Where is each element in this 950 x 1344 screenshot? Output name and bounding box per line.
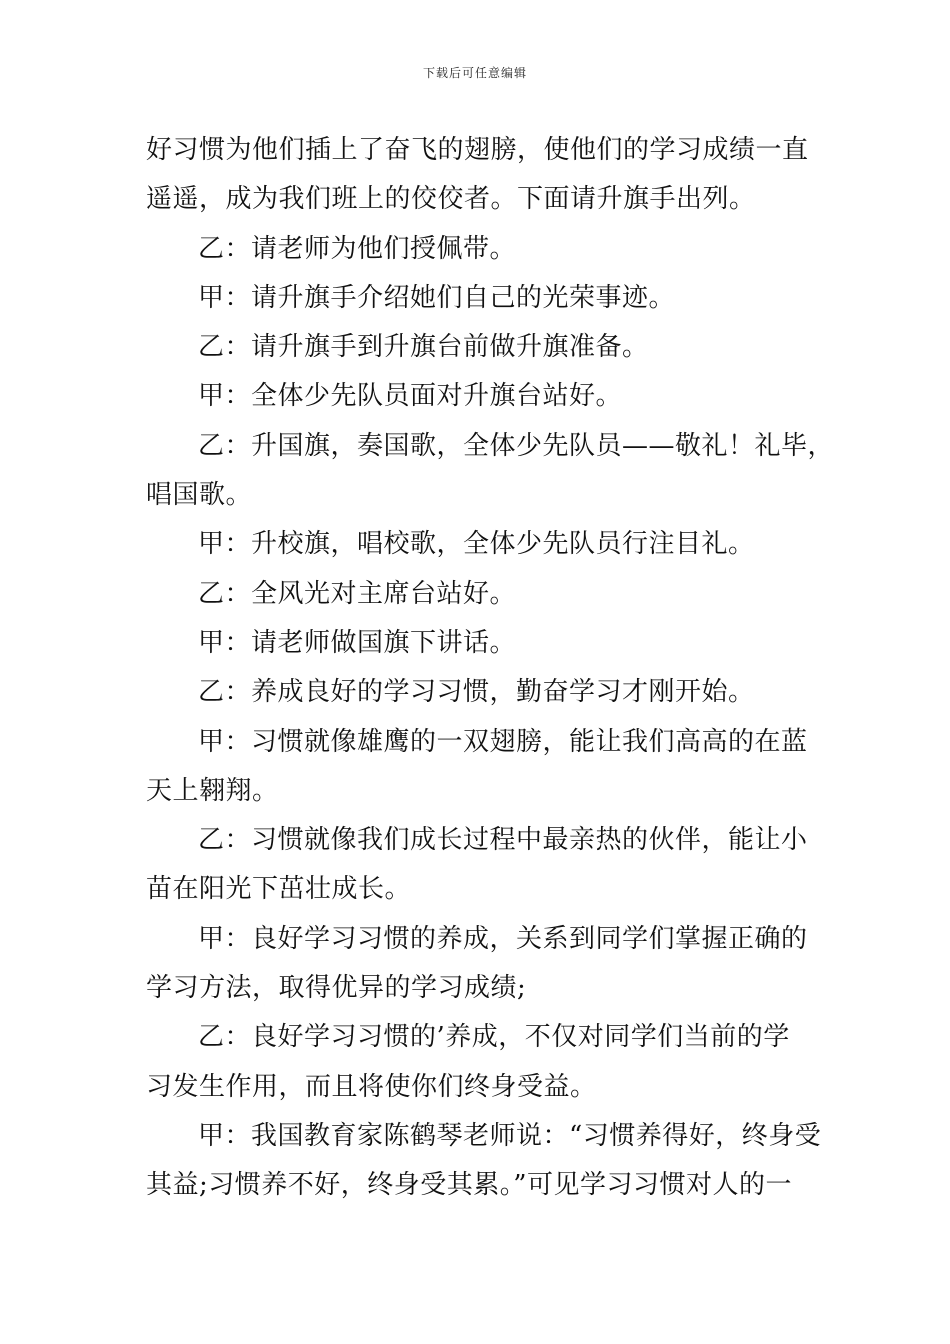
text-line: 乙：请老师为他们授佩带。 [198,233,517,264]
text-line: 好习惯为他们插上了奋飞的翅膀，使他们的学习成绩一直 [146,135,809,165]
text-line: 习发生作用，而且将使你们终身受益。 [146,1071,597,1102]
text-line: 甲：请升旗手介绍她们自己的光荣事迹。 [198,282,676,313]
text-line: 乙：请升旗手到升旗台前做升旗准备。 [198,332,649,363]
document-body [146,126,835,1211]
text-line: 乙：养成良好的学习习惯，勤奋学习才刚开始。 [198,677,755,708]
text-line: 甲：全体少先队员面对升旗台站好。 [198,381,623,412]
text-line: 甲：升校旗，唱校歌，全体少先队员行注目礼。 [198,529,755,560]
text-line: 天上翱翔。 [146,775,279,806]
text-line: 其益;习惯养不好，终身受其累。”可见学习习惯对人的一 [146,1170,793,1201]
text-line: 乙：升国旗，奏国歌，全体少先队员——敬礼！礼毕， [198,430,835,461]
text-line: 乙：良好学习习惯的’养成，不仅对同学们当前的学 [198,1022,790,1053]
text-line: 乙：全风光对主席台站好。 [198,578,517,609]
text-line: 苗在阳光下茁壮成长。 [146,874,412,905]
text-line: 甲：请老师做国旗下讲话。 [198,627,517,658]
text-line: 甲：我国教育家陈鹤琴老师说：“习惯养得好，终身受 [198,1120,822,1151]
page-header: 下载后可任意编辑 [422,66,527,80]
text-line: 甲：良好学习习惯的养成，关系到同学们掌握正确的 [198,923,808,954]
text-line: 甲：习惯就像雄鹰的一双翅膀，能让我们高高的在蓝 [198,726,808,757]
text-line: 乙：习惯就像我们成长过程中最亲热的伙伴，能让小 [198,825,808,856]
text-line: 学习方法，取得优异的学习成绩; [146,973,527,1004]
text-line: 遥遥，成为我们班上的佼佼者。下面请升旗手出列。 [146,184,756,215]
text-line: 唱国歌。 [146,480,253,511]
